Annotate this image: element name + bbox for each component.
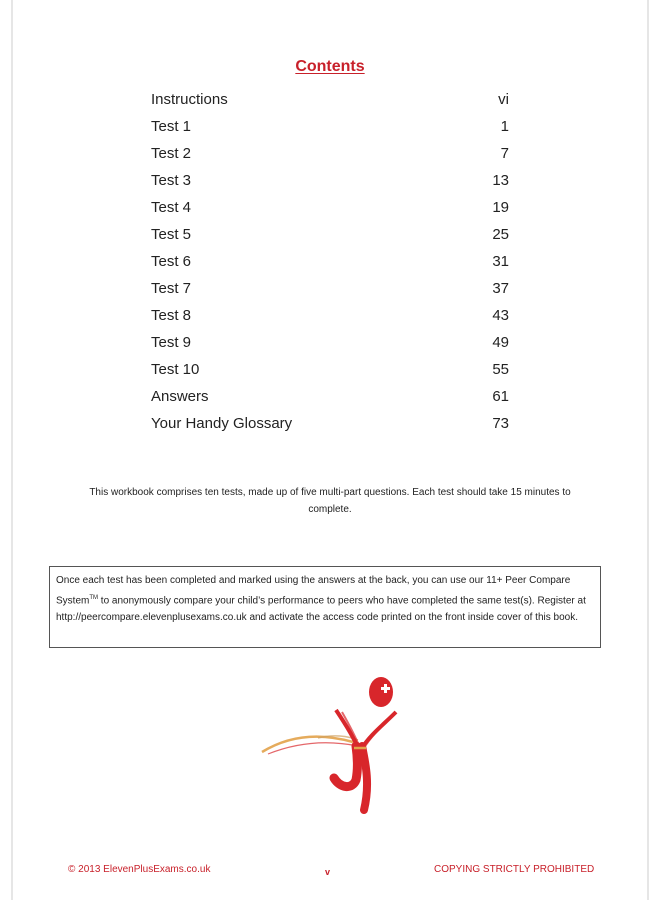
toc-entry[interactable]: [151, 89, 509, 116]
toc-entry-label: Test 6: [151, 253, 192, 270]
toc-entry-label: Instructions: [151, 91, 228, 108]
peer-compare-notice: [49, 566, 601, 648]
toc-entry-label: Test 4: [151, 199, 192, 216]
footer-copyright: © 2013 ElevenPlusExams.co.uk: [68, 864, 211, 875]
footer-copy-notice: COPYING STRICTLY PROHIBITED: [434, 864, 595, 875]
notice-text-part1: Once each test has been completed and marked using the answers at the back, you can use our 11+ Peer Compare System: [56, 575, 571, 606]
toc-entry[interactable]: [151, 251, 509, 278]
trademark-mark: TM: [89, 594, 99, 601]
toc-entry-page: 1: [500, 118, 509, 135]
toc-entry[interactable]: [151, 170, 509, 197]
toc-entry[interactable]: [151, 278, 509, 305]
toc-entry-page: 73: [492, 415, 509, 432]
toc-entry-page: vi: [498, 91, 509, 108]
toc-entry-page: 13: [492, 172, 509, 189]
toc-entry[interactable]: [151, 224, 509, 251]
toc-entry-label: Test 2: [151, 145, 192, 162]
toc-entry-page: 19: [492, 199, 509, 216]
footer-page-number: v: [325, 867, 331, 877]
toc-entry-page: 25: [492, 226, 509, 243]
toc-entry-page: 61: [492, 388, 509, 405]
toc-entry[interactable]: [151, 305, 509, 332]
toc-entry-label: Test 5: [151, 226, 192, 243]
toc-entry[interactable]: [151, 116, 509, 143]
toc-entry-label: Test 8: [151, 307, 192, 324]
toc-entry-label: Test 1: [151, 118, 192, 135]
toc-entry[interactable]: [151, 143, 509, 170]
toc-entry-label: Test 9: [151, 334, 192, 351]
toc-entry-page: 37: [492, 280, 509, 297]
toc-entry-label: Test 10: [151, 361, 200, 378]
workbook-intro: This workbook comprises ten tests, made up of five multi-part questions. Each test should take 15 minutes to complete.: [89, 487, 571, 515]
toc-entry-label: Test 3: [151, 172, 192, 189]
toc-entry-page: 49: [492, 334, 509, 351]
toc-entry-label: Answers: [151, 388, 209, 405]
runner-logo-icon: [258, 650, 408, 830]
toc-entry[interactable]: [151, 197, 509, 224]
toc-entry-label: Your Handy Glossary: [151, 415, 293, 432]
toc-entry[interactable]: [151, 359, 509, 386]
toc-entry-page: 55: [492, 361, 509, 378]
toc-entry[interactable]: [151, 386, 509, 413]
page-edge-right: [647, 0, 649, 900]
page-title-text: Contents: [295, 58, 365, 75]
toc-entry-page: 31: [492, 253, 509, 270]
toc-entry[interactable]: [151, 413, 509, 440]
toc-entry-page: 43: [492, 307, 509, 324]
toc-entry-label: Test 7: [151, 280, 192, 297]
toc-entry[interactable]: [151, 332, 509, 359]
toc-entry-page: 7: [500, 145, 509, 162]
page-title: [0, 58, 660, 76]
table-of-contents: [151, 89, 509, 440]
notice-text-part2: to anonymously compare your child’s performance to peers who have completed the same test(s). Register at http://peercompare.elevenplusexams.co.uk and activate the access code printed on the front inside cover of this book.: [56, 594, 586, 624]
page-edge-left: [11, 0, 13, 900]
